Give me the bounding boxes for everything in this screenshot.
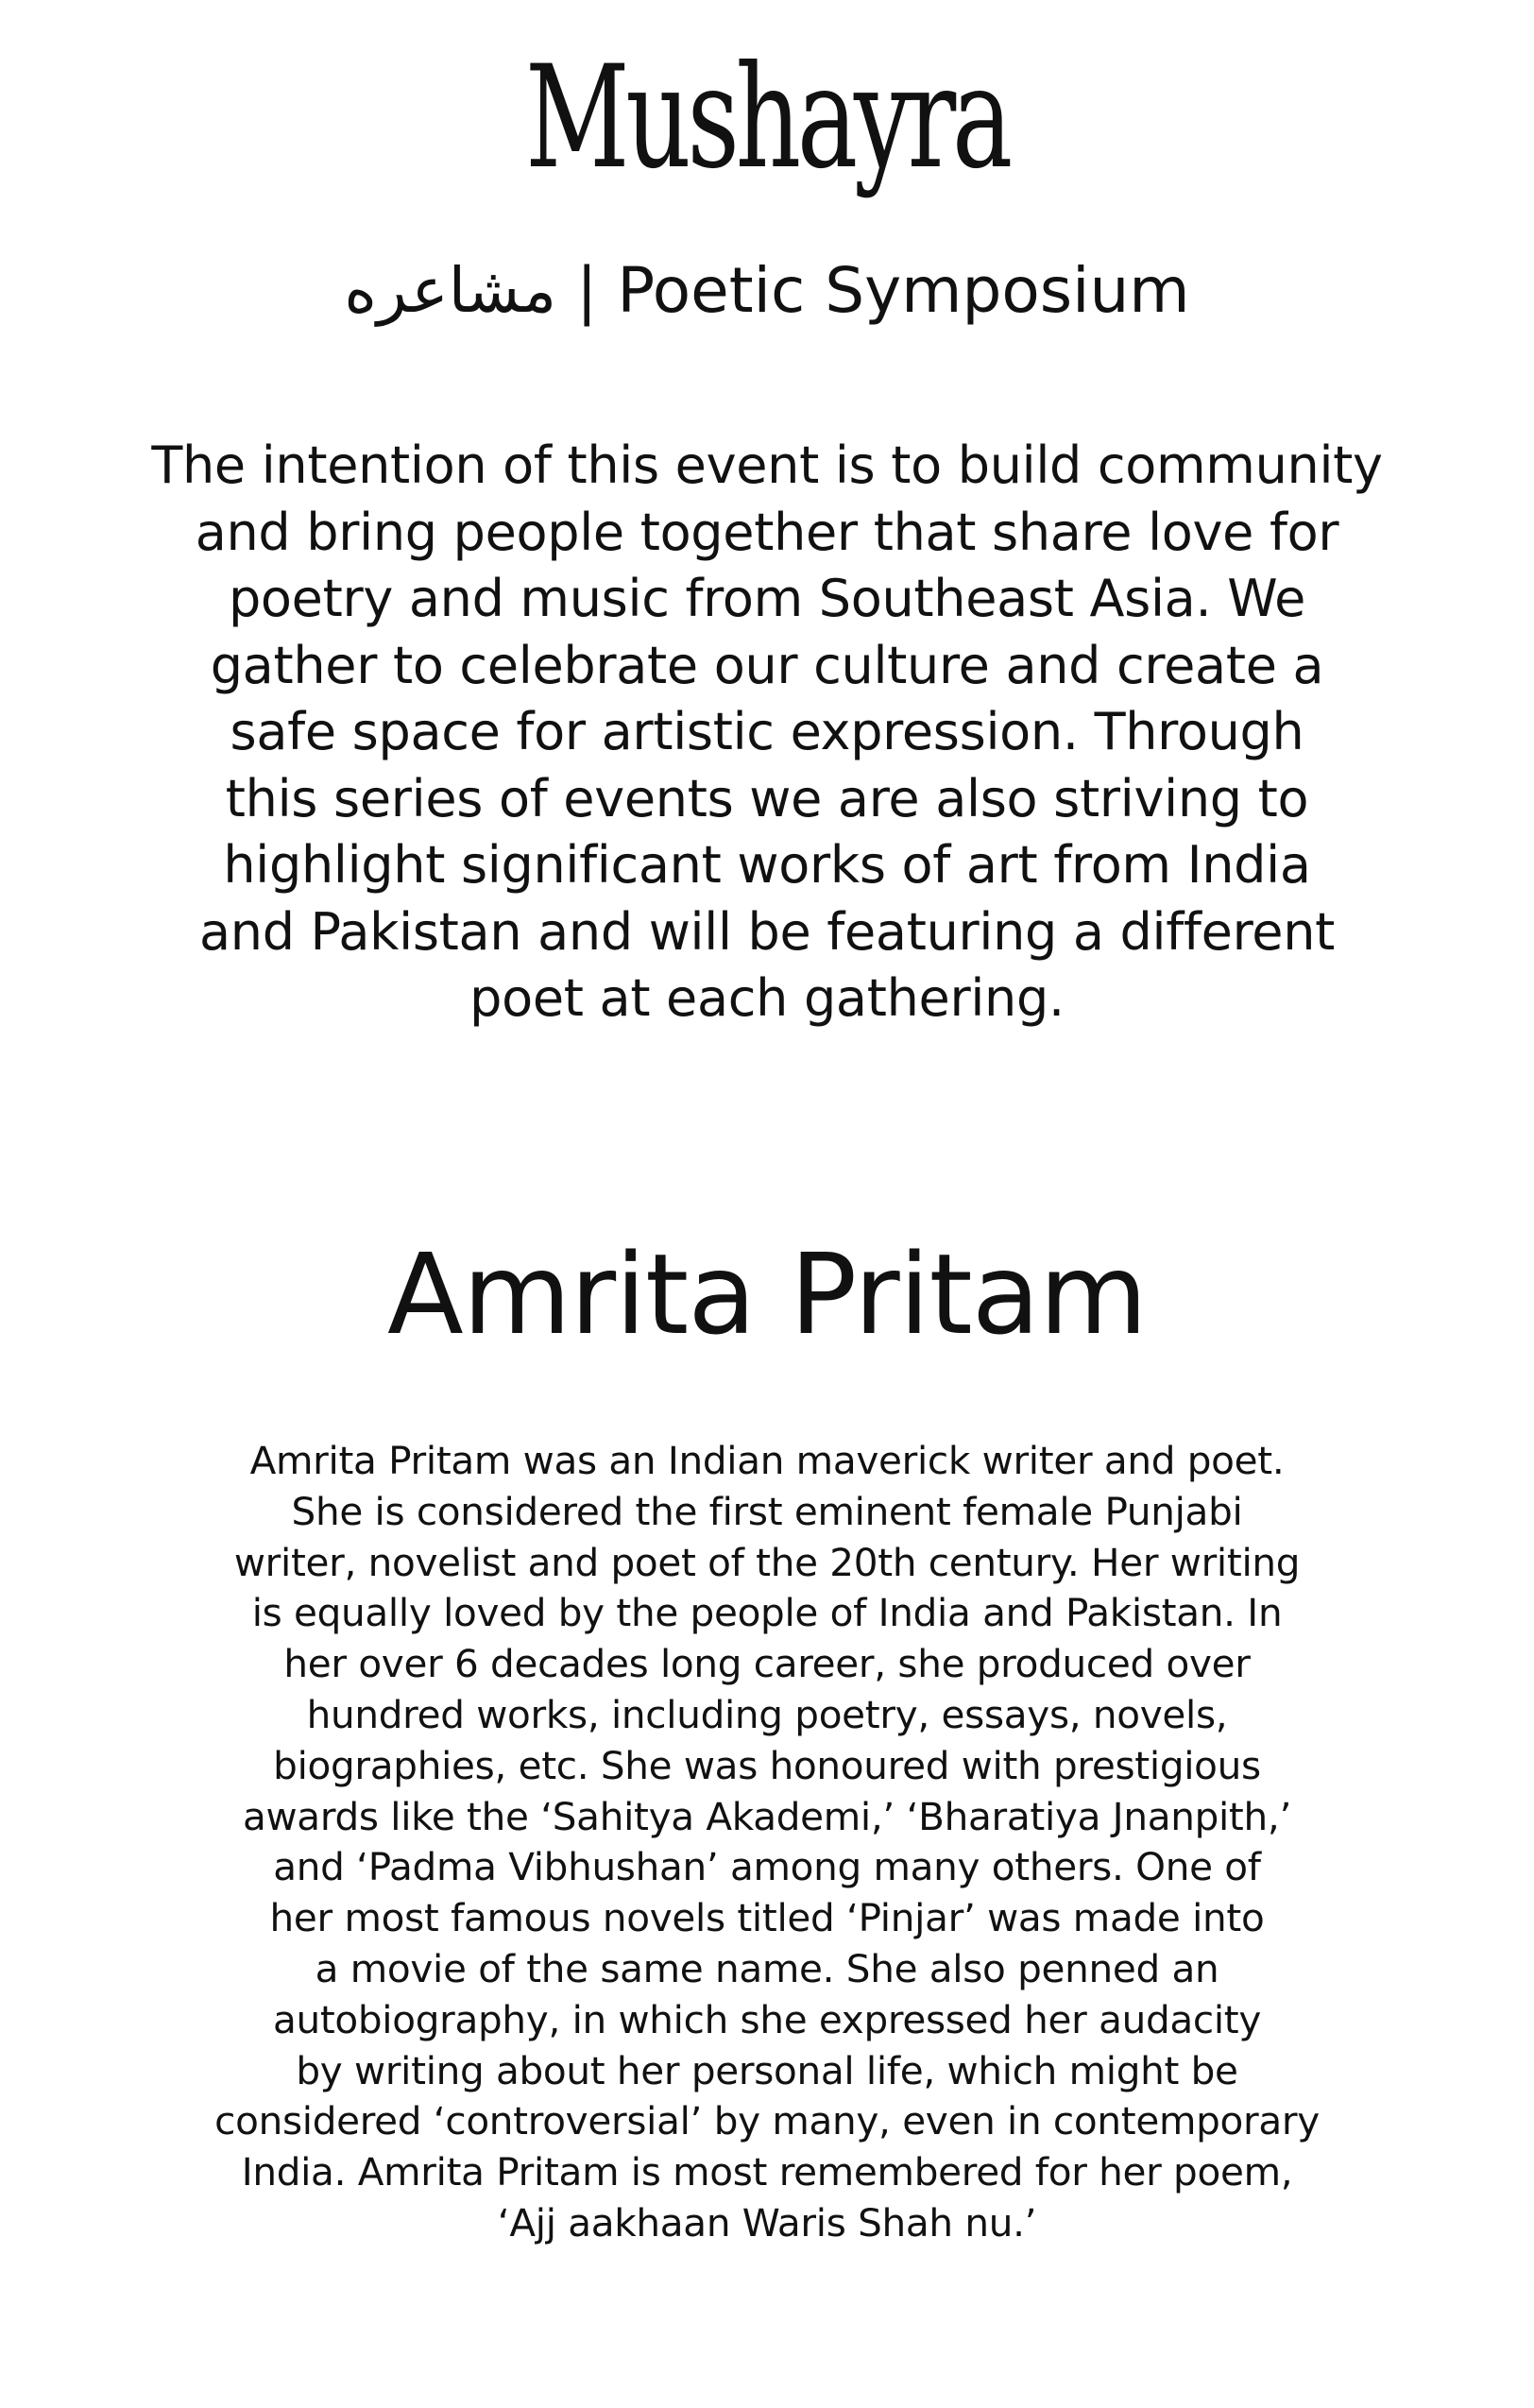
subtitle-urdu: مشاعره xyxy=(344,254,557,327)
bio-line: hundred works, including poetry, essays, novels, xyxy=(306,1691,1228,1737)
intro-line: and Pakistan and will be featuring a different xyxy=(198,901,1336,962)
intro-line: and bring people together that share love for xyxy=(195,502,1339,562)
bio-line: biographies, etc. She was honoured with prestigious xyxy=(273,1742,1261,1788)
poet-bio xyxy=(179,1436,1355,2249)
bio-line: by writing about her personal life, which might be xyxy=(296,2047,1238,2093)
bio-line: Amrita Pritam was an Indian maverick writer and poet. xyxy=(249,1438,1285,1483)
bio-line: her most famous novels titled ‘Pinjar’ was made into xyxy=(269,1895,1265,1941)
bio-line: her over 6 decades long career, she produced over xyxy=(283,1641,1251,1687)
bio-line: ‘Ajj aakhaan Waris Shah nu.’ xyxy=(497,2199,1037,2246)
bio-line: She is considered the first eminent female Punjabi xyxy=(291,1488,1243,1534)
bio-line: is equally loved by the people of India and Pakistan. In xyxy=(251,1590,1283,1636)
bio-line: writer, novelist and poet of the 20th century. Her writing xyxy=(233,1539,1301,1585)
intro-line: highlight significant works of art from India xyxy=(223,835,1311,895)
event-logo: Mushayra xyxy=(525,36,1009,200)
subtitle-english: Poetic Symposium xyxy=(617,254,1190,327)
poet-name-heading: Amrita Pritam xyxy=(387,1229,1147,1359)
subtitle-separator: | xyxy=(556,254,618,327)
bio-line: considered ‘controversial’ by many, even in contemporary xyxy=(214,2098,1320,2144)
intro-line: this series of events we are also striving to xyxy=(225,768,1309,828)
intro-paragraph xyxy=(113,433,1421,1033)
intro-line: safe space for artistic expression. Through xyxy=(230,702,1304,761)
event-subtitle xyxy=(0,253,1534,329)
bio-line: autobiography, in which she expressed her audacity xyxy=(272,1996,1262,2042)
bio-line: a movie of the same name. She also penned an xyxy=(315,1945,1219,1991)
bio-line: and ‘Padma Vibhushan’ among many others. One of xyxy=(273,1844,1261,1890)
intro-line: poet at each gathering. xyxy=(469,968,1065,1028)
bio-line: awards like the ‘Sahitya Akademi,’ ‘Bharatiya Jnanpith,’ xyxy=(242,1793,1292,1839)
intro-line: The intention of this event is to build community xyxy=(151,435,1383,495)
intro-line: gather to celebrate our culture and create a xyxy=(210,635,1324,695)
intro-line: poetry and music from Southeast Asia. We xyxy=(228,569,1306,628)
bio-line: India. Amrita Pritam is most remembered for her poem, xyxy=(241,2149,1293,2195)
